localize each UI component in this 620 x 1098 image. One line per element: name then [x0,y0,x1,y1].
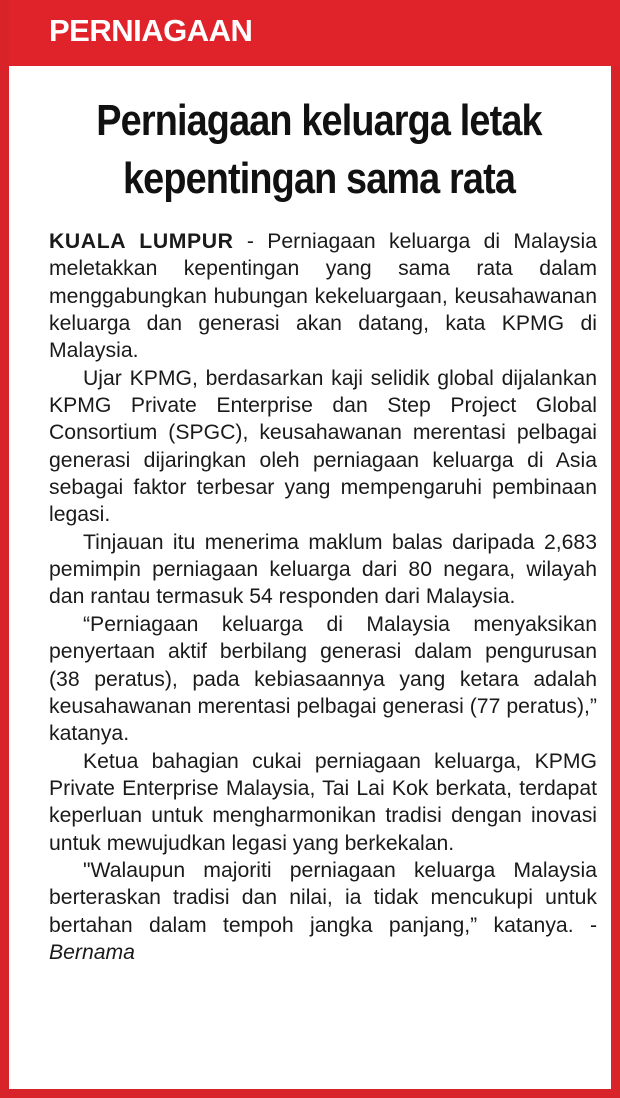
article-body [49,228,597,966]
article-paragraph-5: Ketua bahagian cukai perniagaan keluarga, KPMG Private Enterprise Malaysia, Tai Lai Kok berkata, terdapat keperluan untuk mengharmonikan tradisi dengan inovasi untuk mewujudkan legasi yang berkekalan. [49,749,597,855]
article-paragraph-2: Ujar KPMG, berdasarkan kaji selidik global dijalankan KPMG Private Enterprise dan Step Project Global Consortium (SPGC), keusahawanan merentasi pelbagai generasi dijaringkan oleh perniagaan keluarga di Asia sebagai faktor terbesar yang mempengaruhi pembinaan legasi. [49,366,597,527]
dateline: KUALA LUMPUR [49,230,234,253]
byline: Bernama [49,940,135,964]
article-paragraph-6 [49,857,597,966]
article-paragraph-3: Tinjauan itu menerima maklum balas daripada 2,683 pemimpin perniagaan keluarga dari 80 negara, wilayah dan rantau termasuk 54 responden dari Malaysia. [49,530,597,609]
paragraph-6-text: "Walaupun majoriti perniagaan keluarga Malaysia berteraskan tradisi dan nilai, ia tidak mencukupi untuk bertahan dalam tempoh jangka panjang,” katanya. - [49,858,597,937]
paragraph-1-text: - Perniagaan keluarga di Malaysia meletakkan kepentingan yang sama rata dalam menggabungkan hubungan kekeluargaan, keusahawanan keluarga dan generasi akan datang, kata KPMG di Malaysia. [49,230,598,363]
section-header-bar [9,0,620,66]
article-headline: Perniagaan keluarga letak kepentingan sama rata [96,96,542,203]
article-paragraph-1 [49,228,597,365]
article-paragraph-4: “Perniagaan keluarga di Malaysia menyaksikan penyertaan aktif berbilang generasi dalam pengurusan (38 peratus), pada kebiasaannya yang ketara adalah keusahawanan merentasi pelbagai generasi (77 peratus),” katanya. [49,612,597,746]
section-label: PERNIAGAAN [49,13,253,48]
